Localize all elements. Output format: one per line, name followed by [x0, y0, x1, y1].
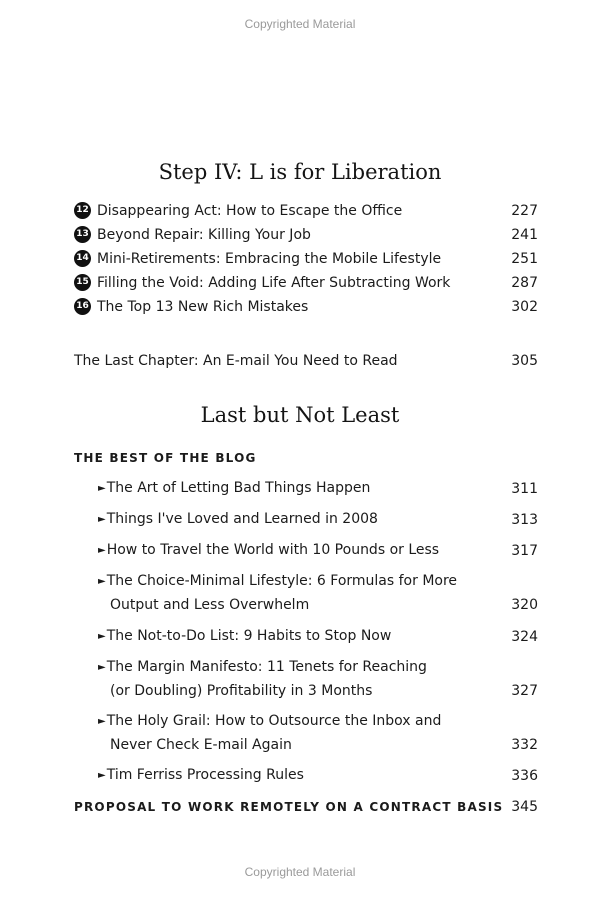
blog-item-title: The Not-to-Do List: 9 Habits to Stop Now — [106, 628, 392, 644]
blog-section-title: THE BEST OF THE BLOG — [74, 451, 257, 465]
blog-item-title: Tim Ferriss Processing Rules — [106, 767, 304, 783]
section-heading-last-but-not-least: Last but Not Least — [200, 403, 400, 427]
page-number: 313 — [511, 512, 538, 528]
arrow-icon: ► — [98, 545, 106, 556]
watermark-top: Copyrighted Material — [244, 17, 356, 31]
blog-item-title: How to Travel the World with 10 Pounds or Less — [106, 542, 440, 558]
blog-item-title-continued: (or Doubling) Profitability in 3 Months — [110, 683, 373, 699]
toc-entry-chapter-16[interactable] — [74, 297, 538, 317]
toc-entry-blog-item[interactable] — [98, 764, 538, 788]
page-number: 336 — [511, 768, 538, 784]
toc-entry-blog-item[interactable] — [98, 656, 538, 703]
page-number: 345 — [511, 799, 538, 815]
toc-entry-chapter-13[interactable] — [74, 225, 538, 245]
arrow-icon: ► — [98, 483, 106, 494]
chapter-number-badge: 16 — [74, 298, 91, 315]
blog-item-title: The Holy Grail: How to Outsource the Inbox and — [106, 713, 442, 729]
toc-entry-blog-item[interactable] — [98, 539, 538, 563]
chapter-title: Disappearing Act: How to Escape the Office — [97, 203, 403, 219]
section-heading-step-iv: Step IV: L is for Liberation — [158, 160, 442, 184]
chapter-number-badge: 12 — [74, 202, 91, 219]
chapter-title: The Last Chapter: An E-mail You Need to Read — [74, 353, 398, 369]
blog-item-title-continued: Output and Less Overwhelm — [110, 597, 310, 613]
toc-entry-chapter-15[interactable] — [74, 273, 538, 293]
page-number: 305 — [511, 353, 538, 369]
arrow-icon: ► — [98, 514, 106, 525]
arrow-icon: ► — [98, 770, 106, 781]
toc-entry-blog-item[interactable] — [98, 508, 538, 532]
toc-entry-title — [74, 201, 402, 221]
chapter-number-badge: 14 — [74, 250, 91, 267]
toc-entry-chapter-14[interactable] — [74, 249, 538, 269]
arrow-icon: ► — [98, 662, 106, 673]
chapter-number-badge: 13 — [74, 226, 91, 243]
toc-entry-blog-item[interactable] — [98, 710, 538, 757]
proposal-title: PROPOSAL TO WORK REMOTELY ON A CONTRACT BASIS — [74, 800, 504, 814]
page-number: 311 — [511, 481, 538, 497]
arrow-icon: ► — [98, 631, 106, 642]
blog-item-title: Things I've Loved and Learned in 2008 — [106, 511, 378, 527]
watermark-bottom: Copyrighted Material — [244, 865, 356, 879]
page-number: 324 — [511, 629, 538, 645]
chapter-title: Filling the Void: Adding Life After Subtracting Work — [97, 275, 451, 291]
page-number: 251 — [511, 251, 538, 267]
chapter-title: The Top 13 New Rich Mistakes — [97, 299, 309, 315]
page-number: 287 — [511, 275, 538, 291]
chapter-number-badge: 15 — [74, 274, 91, 291]
blog-item-title: The Margin Manifesto: 11 Tenets for Reaching — [106, 659, 427, 675]
toc-entry-blog-item[interactable] — [98, 477, 538, 501]
arrow-icon: ► — [98, 716, 106, 727]
page-number: 327 — [511, 683, 538, 699]
toc-entry-title — [74, 249, 441, 269]
blog-item-title-continued: Never Check E-mail Again — [110, 737, 292, 753]
blog-section-label — [74, 448, 538, 468]
toc-entry-last-chapter[interactable] — [74, 351, 538, 371]
page-number: 320 — [511, 597, 538, 613]
toc-entry-chapter-12[interactable] — [74, 201, 538, 221]
toc-entry-title — [74, 273, 450, 293]
toc-entry-title — [74, 225, 311, 245]
page-number: 241 — [511, 227, 538, 243]
page-number: 317 — [511, 543, 538, 559]
arrow-icon: ► — [98, 576, 106, 587]
blog-item-title: The Choice-Minimal Lifestyle: 6 Formulas for More — [106, 573, 458, 589]
page-number: 332 — [511, 737, 538, 753]
toc-entry-proposal[interactable] — [74, 797, 538, 817]
toc-entry-blog-item[interactable] — [98, 570, 538, 617]
toc-entry-blog-item[interactable] — [98, 625, 538, 649]
toc-entry-title — [74, 297, 308, 317]
blog-item-title: The Art of Letting Bad Things Happen — [106, 480, 371, 496]
chapter-title: Beyond Repair: Killing Your Job — [97, 227, 311, 243]
page-number: 302 — [511, 299, 538, 315]
page-number: 227 — [511, 203, 538, 219]
chapter-title: Mini-Retirements: Embracing the Mobile Lifestyle — [97, 251, 442, 267]
